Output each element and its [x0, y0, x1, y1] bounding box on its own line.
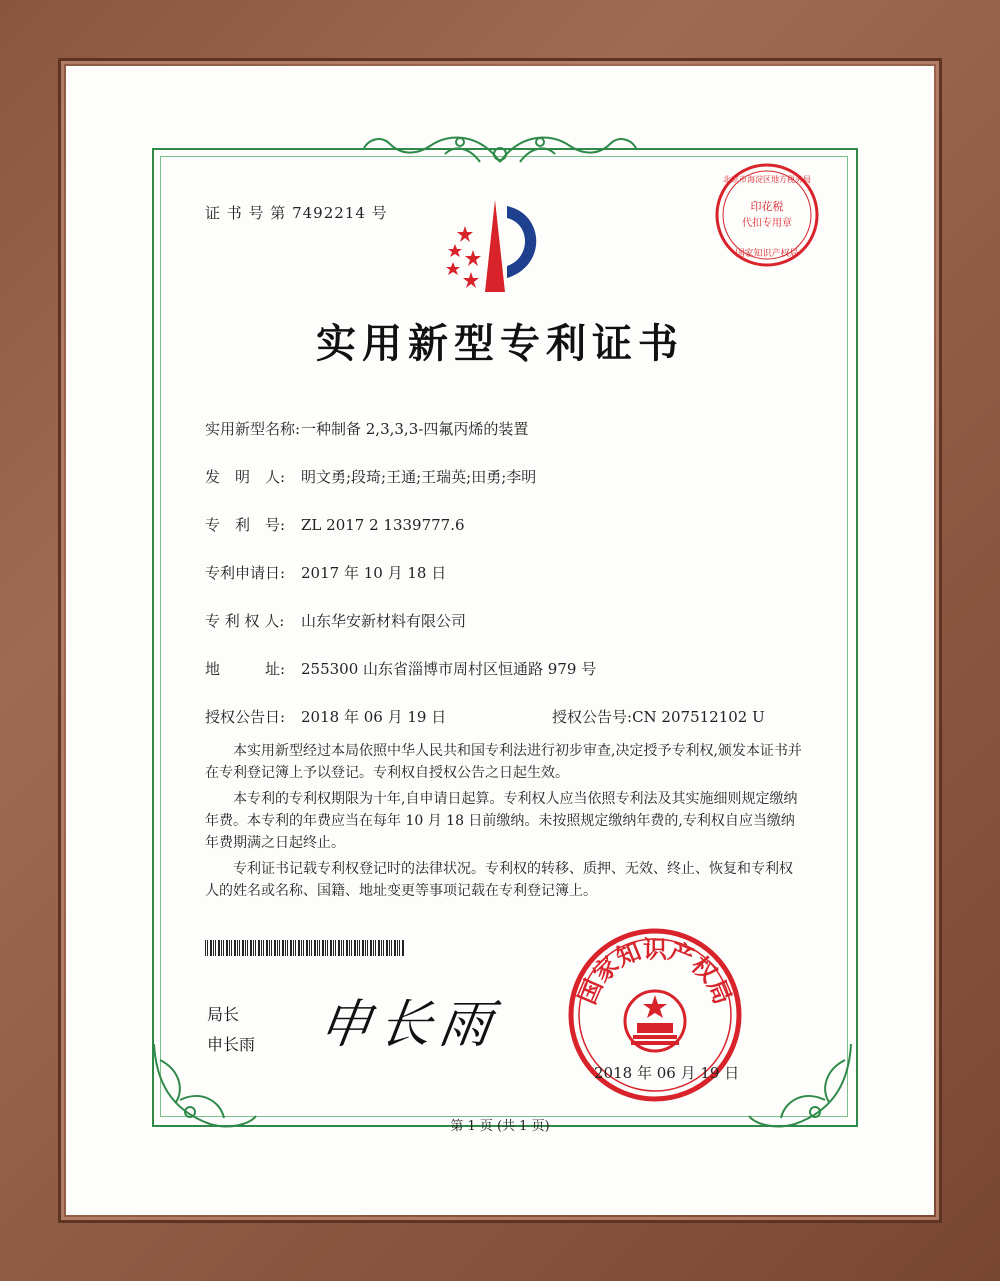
statement-paragraph-3: 专利证书记载专利权登记时的法律状况。专利权的转移、质押、无效、终止、恢复和专利权人的姓名或名称、国籍、地址变更等事项记载在专利登记簿上。 [205, 861, 793, 899]
signature-text: 申长雨 [315, 995, 504, 1055]
field-value: CN 207512102 U [632, 708, 765, 726]
field-value: 一种制备 2,3,3,3-四氟丙烯的装置 [301, 420, 529, 438]
field-application-date [205, 562, 446, 583]
director-signature [315, 982, 506, 1057]
certificate-title: 实用新型专利证书 [316, 320, 684, 367]
svg-text:代扣专用章: 代扣专用章 [742, 218, 792, 229]
field-grant-date [205, 706, 446, 727]
field-label: 专 利 号: [205, 516, 286, 534]
field-label: 专 利 权 人: [205, 612, 285, 630]
field-value: 2018 年 06 月 19 日 [301, 708, 447, 726]
statement-paragraph-1: 本实用新型经过本局依照中华人民共和国专利法进行初步审查,决定授予专利权,颁发本证书并在专利登记簿上予以登记。专利权自授权公告之日起生效。 [205, 743, 802, 781]
field-value: 明文勇;段琦;王通;王瑞英;田勇;李明 [301, 468, 537, 486]
field-value: 2017 年 10 月 18 日 [301, 564, 447, 582]
svg-text:北京市海淀区地方税务局: 北京市海淀区地方税务局 [723, 175, 811, 184]
field-label: 授权公告日: [205, 708, 286, 726]
field-inventors [205, 466, 536, 487]
field-value: ZL 2017 2 1339777.6 [301, 516, 465, 534]
field-patentee [205, 610, 466, 631]
svg-text:国家知识产权局: 国家知识产权局 [735, 249, 799, 259]
field-publication-number [552, 706, 765, 727]
page-number: 第 1 页 (共 1 页) [450, 1119, 550, 1134]
certificate-number: 证 书 号 第 7492214 号 [205, 204, 388, 222]
field-label: 实用新型名称: [205, 420, 301, 438]
cnipa-logo [435, 196, 555, 296]
field-patent-number [205, 514, 465, 535]
seal-date: 2018 年 06 月 19 日 [594, 1064, 740, 1082]
statement-paragraph-2: 本专利的专利权期限为十年,自申请日起算。专利权人应当依照专利法及其实施细则规定缴纳年费。本专利的年费应当在每年 10 月 18 日前缴纳。未按照规定缴纳年费的,专利权自应当缴纳年费期满之日起终止。 [205, 791, 798, 851]
top-ornament [360, 124, 640, 174]
field-label: 发 明 人: [205, 468, 286, 486]
svg-text:印花税: 印花税 [750, 200, 784, 213]
field-label: 专利申请日: [205, 564, 286, 582]
director-title: 局长 [207, 1005, 240, 1024]
field-value: 山东华安新材料有限公司 [301, 612, 467, 630]
barcode [205, 940, 405, 956]
tax-stamp [712, 160, 822, 270]
field-utility-model-name [205, 418, 528, 439]
field-label: 地 址: [205, 660, 286, 678]
director-name: 申长雨 [207, 1035, 256, 1054]
field-address [205, 658, 596, 679]
field-label: 授权公告号: [552, 708, 633, 726]
field-value: 255300 山东省淄博市周村区恒通路 979 号 [301, 660, 597, 678]
svg-text:国家知识产权局: 国家知识产权局 [573, 935, 737, 1009]
